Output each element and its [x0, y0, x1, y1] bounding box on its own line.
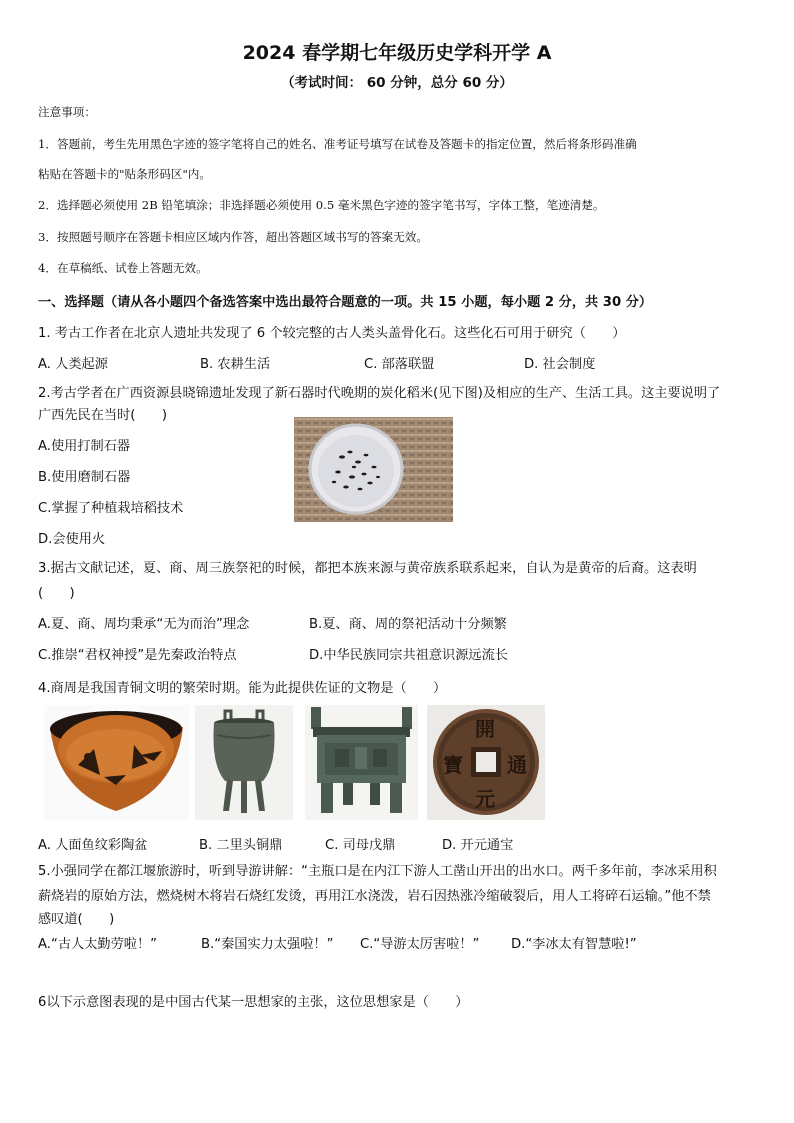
section-heading: 一、选择题（请从各小题四个备选答案中选出最符合题意的一项。共 15 小题，每小题 2 分，共 30 分） — [38, 295, 653, 310]
kaiyuan-tongbao-coin-photo — [427, 705, 545, 820]
question-3-option-b: B.夏、商、周的祭祀活动十分频繁 — [309, 617, 507, 632]
question-2-stem-line-1: 2.考古学者在广西资源县晓锦遗址发现了新石器时代晚期的炭化稻米(见下图)及相应的生产、生活工具。这主要说明了 — [38, 386, 721, 401]
question-4-option-c: C. 司母戊鼎 — [325, 838, 396, 853]
coin-char-top: 開 — [475, 717, 495, 741]
painted-pottery-basin-photo — [44, 705, 189, 820]
question-3-stem-line-2: ( ) — [38, 586, 75, 601]
question-5-stem-line-3: 感叹道( ) — [38, 912, 115, 927]
note-1-line-1: 1．答题前，考生先用黑色字迹的签字笔将自己的姓名、准考证号填写在试卷及答题卡的指定位置，然后将条形码准确 — [38, 137, 637, 151]
question-3-stem-line-1: 3.据古文献记述，夏、商、周三族祭祀的时候，都把本族来源与黄帝族系联系起来，自认为是黄帝的后裔。这表明 — [38, 561, 697, 576]
coin-char-right: 通 — [507, 753, 527, 777]
question-3-option-d: D.中华民族同宗共祖意识源远流长 — [309, 648, 508, 663]
simuwu-ding-photo — [305, 705, 418, 820]
question-4-stem: 4.商周是我国青铜文明的繁荣时期。能为此提供佐证的文物是（ ） — [38, 681, 447, 696]
question-5-stem-line-1: 5.小强同学在都江堰旅游时，听到导游讲解：“主瓶口是在内江下游人工凿山开出的出水口。两千多年前，李冰采用积 — [38, 864, 717, 879]
note-1-line-2: 粘贴在答题卡的"贴条形码区"内。 — [38, 167, 211, 181]
question-2-option-b: B.使用磨制石器 — [38, 470, 131, 485]
question-4-option-a: A. 人面鱼纹彩陶盆 — [38, 838, 148, 853]
question-2-option-a: A.使用打制石器 — [38, 439, 131, 454]
question-3-option-a: A.夏、商、周均秉承“无为而治”理念 — [38, 617, 250, 632]
question-3-option-c: C.推崇“君权神授”是先秦政治特点 — [38, 648, 237, 663]
question-2-option-c: C.掌握了种植栽培稻技术 — [38, 501, 184, 516]
erlitou-bronze-ding-photo — [195, 705, 293, 820]
note-4: 4．在草稿纸、试卷上答题无效。 — [38, 261, 208, 275]
notes-heading: 注意事项： — [38, 105, 96, 119]
question-5-option-b: B.“秦国实力太强啦！” — [201, 937, 334, 952]
note-2: 2．选择题必须使用 2B 铅笔填涂；非选择题必须使用 0.5 毫米黑色字迹的签字笔书写，字体工整，笔迹清楚。 — [38, 198, 605, 212]
note-3: 3．按照题号顺序在答题卡相应区域内作答，超出答题区域书写的答案无效。 — [38, 230, 428, 244]
question-1-option-c: C. 部落联盟 — [364, 357, 435, 372]
question-2-stem-line-2: 广西先民在当时( ) — [38, 408, 167, 423]
question-5-option-a: A.“古人太勤劳啦！” — [38, 937, 157, 952]
coin-char-bottom: 元 — [475, 787, 495, 811]
question-5-option-c: C.“导游太厉害啦！” — [360, 937, 480, 952]
coin-char-left: 寶 — [443, 753, 463, 777]
question-1-stem: 1. 考古工作者在北京人遗址共发现了 6 个较完整的古人类头盖骨化石。这些化石可用于研究（ ） — [38, 326, 626, 341]
question-4-option-d: D. 开元通宝 — [442, 838, 514, 853]
carbonized-rice-photo — [294, 417, 453, 522]
question-1-option-d: D. 社会制度 — [524, 357, 596, 372]
question-2-option-d: D.会使用火 — [38, 532, 106, 547]
question-6-stem: 6以下示意图表现的是中国古代某一思想家的主张，这位思想家是（ ） — [38, 995, 469, 1010]
page-title: 2024 春学期七年级历史学科开学 A — [242, 42, 552, 64]
question-1-option-b: B. 农耕生活 — [200, 357, 271, 372]
exam-subtitle: （考试时间： 60 分钟，总分 60 分） — [281, 75, 513, 91]
question-4-option-b: B. 二里头铜鼎 — [199, 838, 283, 853]
question-5-stem-line-2: 薪烧岩的原始方法，燃烧树木将岩石烧红发烫，再用江水浇泼，岩石因热涨冷缩破裂后，用人工将碎石运输。”他不禁 — [38, 889, 711, 904]
question-1-option-a: A. 人类起源 — [38, 357, 108, 372]
question-5-option-d: D.“李冰太有智慧啦!” — [511, 937, 637, 952]
